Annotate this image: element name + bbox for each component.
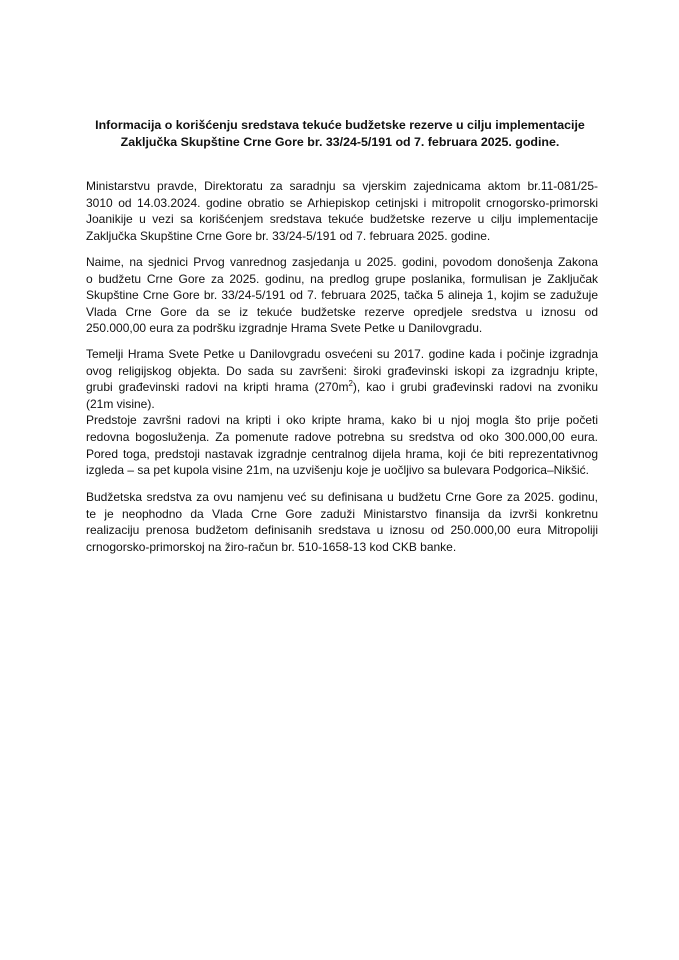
text-line: Budžetska sredstva za ovu namjenu već su definisana u budžetu Crne Gore za 2025. godinu, bbox=[86, 490, 598, 504]
text-line: Skupštine Crne Gore br. 33/24-5/191 od 7. februara 2025, tačka 5 alineja 1, kojim se zadužuje bbox=[86, 288, 598, 303]
text-line: izgleda – sa pet kupola visine 21m, na uzvišenju koje je uočljivo sa bulevara Podgorica–Nikšić. bbox=[86, 463, 589, 478]
text-line: 250.000,00 eura za podršku izgradnje Hrama Svete Petke u Danilovgradu. bbox=[86, 321, 483, 336]
title-line: Informacija o korišćenju sredstava tekuće budžetske rezerve u cilju implementacije bbox=[95, 118, 585, 132]
title-line: Zaključka Skupštine Crne Gore br. 33/24-5/191 od 7. februara 2025. godine. bbox=[120, 135, 560, 149]
text-line: Pored toga, predstoji nastavak izgradnje centralnog dijela hrama, koji će biti reprezentativnog bbox=[86, 446, 598, 461]
text-line: ovog religijskog objekta. Do sada su završeni: široki građevinski iskopi za izgradnju kripte, bbox=[86, 363, 598, 378]
text-segment: ), kao i grubi građevinski radovi na zvoniku bbox=[352, 380, 599, 395]
text-line: Predstoje završni radovi na kripti i oko kripte hrama, kako bi u njoj mogla što prije početi bbox=[86, 413, 598, 428]
text-line: te je neophodno da Vlada Crne Gore zaduži Ministarstvo finansija da izvrši konkretnu bbox=[86, 506, 598, 521]
text-line: Naime, na sjednici Prvog vanrednog zasjedanja u 2025. godini, povodom donošenja Zakona bbox=[86, 255, 598, 269]
text-line: Vlada Crne Gore da se iz tekuće budžetske rezerve opredjele sredstva u iznosu od bbox=[86, 304, 598, 319]
document-title bbox=[70, 117, 610, 151]
text-segment: grubi građevinski radovi na kripti hrama (270m bbox=[86, 380, 349, 395]
text-line: Ministarstvu pravde, Direktoratu za saradnju sa vjerskim zajednicama aktom br.11-081/25- bbox=[86, 179, 598, 193]
text-line: Zaključka Skupštine Crne Gore br. 33/24-5/191 od 7. februara 2025. godine. bbox=[86, 228, 491, 243]
superscript: 2 bbox=[348, 379, 353, 389]
paragraph-construction bbox=[86, 346, 598, 479]
text-line: redovna bogosluženja. Za pomenute radove potrebna su sredstva od oko 300.000,00 eura. bbox=[86, 429, 598, 444]
text-line: Temelji Hrama Svete Petke u Danilovgradu osvećeni su 2017. godine kada i počinje izgradnja bbox=[86, 347, 598, 361]
paragraph-request bbox=[86, 178, 598, 244]
text-line: o budžetu Crne Gore za 2025. godinu, na predlog grupe poslanika, formulisan je Zaključak bbox=[86, 271, 598, 286]
text-line: Joanikije u vezi sa korišćenjem sredstava tekuće budžetske rezerve u cilju implementacije bbox=[86, 212, 598, 227]
text-line: crnogorsko-primorskoj na žiro-račun br. 510-1658-13 kod CKB banke. bbox=[86, 539, 457, 554]
text-line: realizaciju prenosa budžetom definisanih sredstava u iznosu od 250.000,00 eura Mitropoliji bbox=[86, 523, 598, 538]
text-line: (21m visine). bbox=[86, 396, 155, 411]
paragraph-budget bbox=[86, 489, 598, 555]
paragraph-conclusion bbox=[86, 254, 598, 337]
text-line bbox=[86, 379, 598, 396]
text-line: 3010 od 14.03.2024. godine obratio se Arhiepiskop cetinjski i mitropolit crnogorsko-primorski bbox=[86, 195, 598, 210]
